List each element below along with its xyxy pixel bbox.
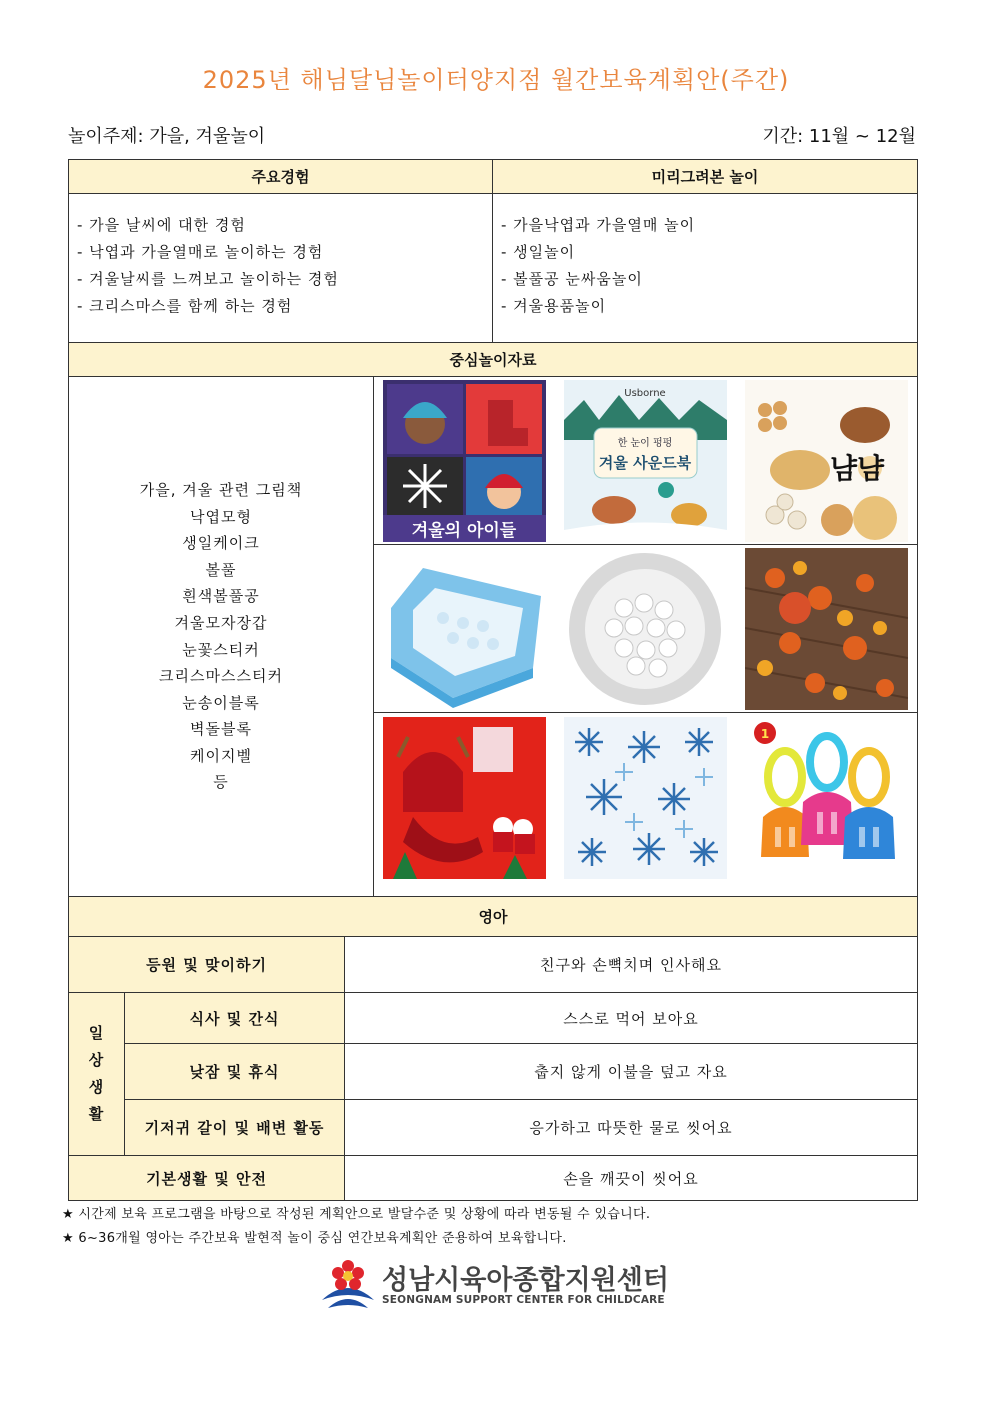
materials-header: 중심놀이자료 xyxy=(69,343,918,377)
material-item: 벽돌블록 xyxy=(190,720,252,739)
materials-list xyxy=(69,377,374,897)
autumn-leaves-image xyxy=(745,548,908,710)
logo-english-text: SEONGNAM SUPPORT CENTER FOR CHILDCARE xyxy=(382,1294,665,1306)
material-item: 낙엽모형 xyxy=(190,507,252,526)
list-item: - 겨울용품놀이 xyxy=(501,297,607,315)
material-item: 등 xyxy=(213,773,229,792)
inflatable-pool-image xyxy=(383,548,546,710)
content-cell: 스스로 먹어 보아요 xyxy=(345,993,918,1044)
footnotes xyxy=(62,1203,650,1251)
logo-korean-text: 성남시육아종합지원센터 xyxy=(382,1265,669,1296)
book2-title: 겨울 사운드북 xyxy=(598,453,692,472)
list-item: - 겨울날씨를 느껴보고 놀이하는 경험 xyxy=(77,270,339,288)
key-experience-header: 주요경험 xyxy=(69,160,493,194)
list-item: - 생일놀이 xyxy=(501,243,576,261)
list-item: - 가을 날씨에 대한 경험 xyxy=(77,216,246,234)
photo-row xyxy=(374,545,917,713)
plan-table xyxy=(68,159,918,937)
book2-title-top: 한 눈이 펑펑 xyxy=(617,437,673,449)
photo-row xyxy=(374,713,917,883)
content-cell: 손을 깨끗이 씻어요 xyxy=(345,1156,918,1201)
period-label: 기간: 11월 ~ 12월 xyxy=(762,126,916,147)
list-item: - 낙엽과 가을열매로 놀이하는 경험 xyxy=(77,243,324,261)
book-winter-children-image xyxy=(383,380,546,542)
book-yumyum-image xyxy=(745,380,908,542)
daily-life-side-label xyxy=(69,993,125,1156)
cage-bell-image xyxy=(745,717,908,879)
list-item: - 볼풀공 눈싸움놀이 xyxy=(501,270,643,288)
category-cell: 낮잠 및 휴식 xyxy=(125,1044,345,1100)
planned-play-header: 미리그려본 놀이 xyxy=(493,160,918,194)
center-logo xyxy=(318,1256,678,1316)
category-cell: 식사 및 간식 xyxy=(125,993,345,1044)
material-item: 생일케이크 xyxy=(182,534,260,553)
material-item: 눈송이블록 xyxy=(182,693,260,712)
side-label-char: 상 xyxy=(88,1051,105,1069)
category-cell: 등원 및 맞이하기 xyxy=(69,937,345,993)
side-label-char: 활 xyxy=(88,1105,105,1123)
infant-header: 영아 xyxy=(69,897,918,937)
daily-life-table xyxy=(68,936,918,1201)
footnote: ★ 시간제 보육 프로그램을 바탕으로 작성된 계획안으로 발달수준 및 상황에 따라 변동될 수 있습니다. xyxy=(62,1207,651,1222)
category-cell: 기본생활 및 안전 xyxy=(69,1156,345,1201)
material-item: 겨울모자장갑 xyxy=(174,613,268,632)
material-item: 눈꽃스티커 xyxy=(182,640,260,659)
theme-label: 놀이주제: 가을, 겨울놀이 xyxy=(68,126,266,147)
logo-emblem-icon xyxy=(318,1256,378,1312)
book1-title: 겨울의 아이들 xyxy=(411,520,517,541)
side-label-char: 일 xyxy=(88,1024,105,1042)
book3-title: 냠냠 xyxy=(829,451,885,485)
book-winter-soundbook-image xyxy=(564,380,727,542)
planned-play-list xyxy=(493,194,918,343)
snowflake-stickers-image xyxy=(564,717,727,879)
key-experience-list xyxy=(69,194,493,343)
content-cell: 춥지 않게 이불을 덮고 자요 xyxy=(345,1044,918,1100)
materials-photos xyxy=(374,377,918,897)
subheader xyxy=(68,122,916,148)
book2-brand: Usborne xyxy=(624,387,666,399)
content-cell: 친구와 손뼉치며 인사해요 xyxy=(345,937,918,993)
material-item: 볼풀 xyxy=(205,560,237,579)
content-cell: 응가하고 따뜻한 물로 씻어요 xyxy=(345,1100,918,1156)
category-cell: 기저귀 갈이 및 배변 활동 xyxy=(125,1100,345,1156)
material-item: 크리스마스스티커 xyxy=(159,667,283,686)
side-label-char: 생 xyxy=(88,1078,105,1096)
white-ball-pit-image xyxy=(564,548,727,710)
cage-bell-badge: 1 xyxy=(760,727,770,741)
christmas-hat-gloves-image xyxy=(383,717,546,879)
material-item: 케이지벨 xyxy=(190,746,252,765)
material-item: 가을, 겨울 관련 그림책 xyxy=(139,480,303,499)
footnote: ★ 6~36개월 영아는 주간보육 발현적 놀이 중심 연간보육계획안 준용하여 보육합니다. xyxy=(62,1231,567,1246)
list-item: - 크리스마스를 함께 하는 경험 xyxy=(77,297,293,315)
photo-row xyxy=(374,377,917,545)
page-title: 2025년 해님달님놀이터양지점 월간보육계획안(주간) xyxy=(202,66,790,94)
list-item: - 가을낙엽과 가을열매 놀이 xyxy=(501,216,696,234)
material-item: 흰색볼풀공 xyxy=(182,587,260,606)
